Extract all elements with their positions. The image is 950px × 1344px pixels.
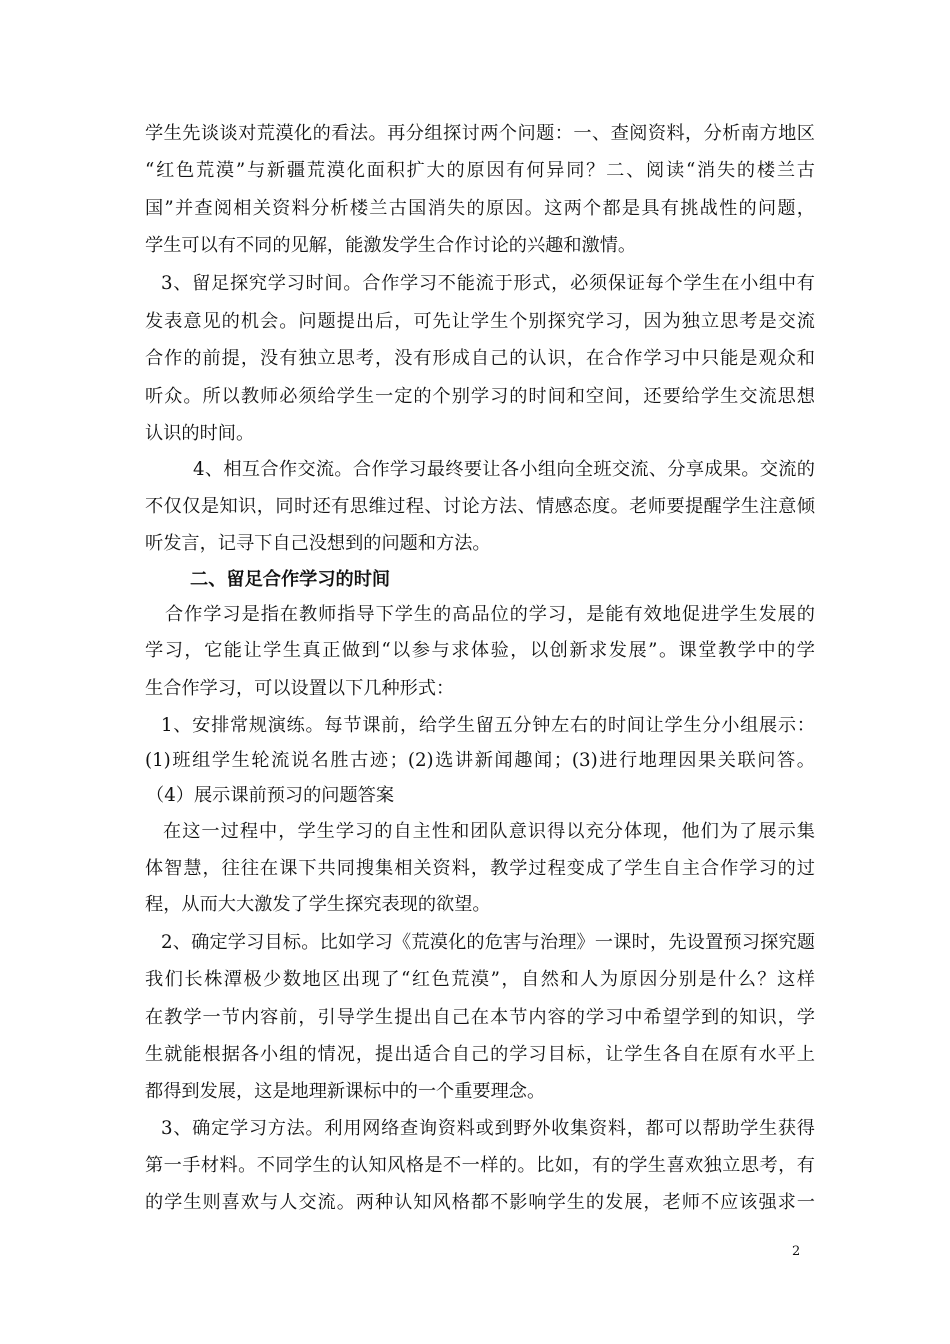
body-line: 生就能根据各小组的情况，提出适合自己的学习目标，让学生各自在原有水平上	[145, 1044, 815, 1065]
body-line: “红色荒漠”与新疆荒漠化面积扩大的原因有何异同？二、阅读“消失的楼兰古	[145, 160, 815, 181]
page-number: 2	[792, 1244, 801, 1259]
body-line: 在这一过程中，学生学习的自主性和团队意识得以充分体现，他们为了展示集	[163, 821, 815, 842]
body-line: 都得到发展，这是地理新课标中的一个重要理念。	[145, 1081, 546, 1102]
section-item-4-line: 4、相互合作交流。合作学习最终要让各小组向全班交流、分享成果。交流的	[193, 459, 815, 480]
body-line: 国”并查阅相关资料分析楼兰古国消失的原因。这两个都是具有挑战性的问题，	[145, 198, 815, 219]
section-heading: 二、留足合作学习的时间	[190, 569, 391, 590]
list-item-3-line: 3、确定学习方法。利用网络查询资料或到野外收集资料，都可以帮助学生获得	[161, 1118, 815, 1139]
body-line: 体智慧，往往在课下共同搜集相关资料，教学过程变成了学生自主合作学习的过	[145, 858, 815, 879]
body-line: （4）展示课前预习的问题答案	[146, 785, 395, 806]
body-line: 第一手材料。不同学生的认知风格是不一样的。比如，有的学生喜欢独立思考，有	[145, 1155, 815, 1176]
section-item-3-line: 3、留足探究学习时间。合作学习不能流于形式，必须保证每个学生在小组中有	[161, 273, 815, 294]
body-line: 学习，它能让学生真正做到“以参与求体验，以创新求发展”。课堂教学中的学	[145, 640, 815, 661]
body-line: 听发言，记寻下自己没想到的问题和方法。	[145, 533, 491, 554]
body-line: 学生可以有不同的见解，能激发学生合作讨论的兴趣和激情。	[145, 235, 637, 256]
body-line: 合作学习是指在教师指导下学生的高品位的学习，是能有效地促进学生发展的	[165, 604, 815, 625]
body-line: 生合作学习，可以设置以下几种形式：	[145, 678, 455, 699]
body-line: 合作的前提，没有独立思考，没有形成自己的认识，在合作学习中只能是观众和	[145, 348, 815, 369]
body-line: 发表意见的机会。问题提出后，可先让学生个别探究学习，因为独立思考是交流	[145, 311, 815, 332]
body-line: 的学生则喜欢与人交流。两种认知风格都不影响学生的发展，老师不应该强求一	[145, 1192, 815, 1213]
body-line: 在教学一节内容前，引导学生提出自己在本节内容的学习中希望学到的知识，学	[145, 1007, 815, 1028]
body-line: 程，从而大大激发了学生探究表现的欲望。	[145, 894, 491, 915]
body-line: 听众。所以教师必须给学生一定的个别学习的时间和空间，还要给学生交流思想	[145, 386, 815, 407]
body-line: 不仅仅是知识，同时还有思维过程、讨论方法、情感态度。老师要提醒学生注意倾	[145, 496, 815, 517]
list-item-1-line: 1、安排常规演练。每节课前，给学生留五分钟左右的时间让学生分小组展示：	[161, 715, 815, 736]
body-line: 我们长株潭极少数地区出现了“红色荒漠”，自然和人为原因分别是什么？这样	[145, 969, 815, 990]
body-line: 学生先谈谈对荒漠化的看法。再分组探讨两个问题：一、查阅资料，分析南方地区	[145, 123, 815, 144]
body-line: (1)班组学生轮流说名胜古迹；(2)选讲新闻趣闻；(3)进行地理因果关联问答。	[145, 750, 815, 771]
body-line: 认识的时间。	[145, 423, 255, 444]
list-item-2-line: 2、确定学习目标。比如学习《荒漠化的危害与治理》一课时，先设置预习探究题	[161, 932, 815, 953]
